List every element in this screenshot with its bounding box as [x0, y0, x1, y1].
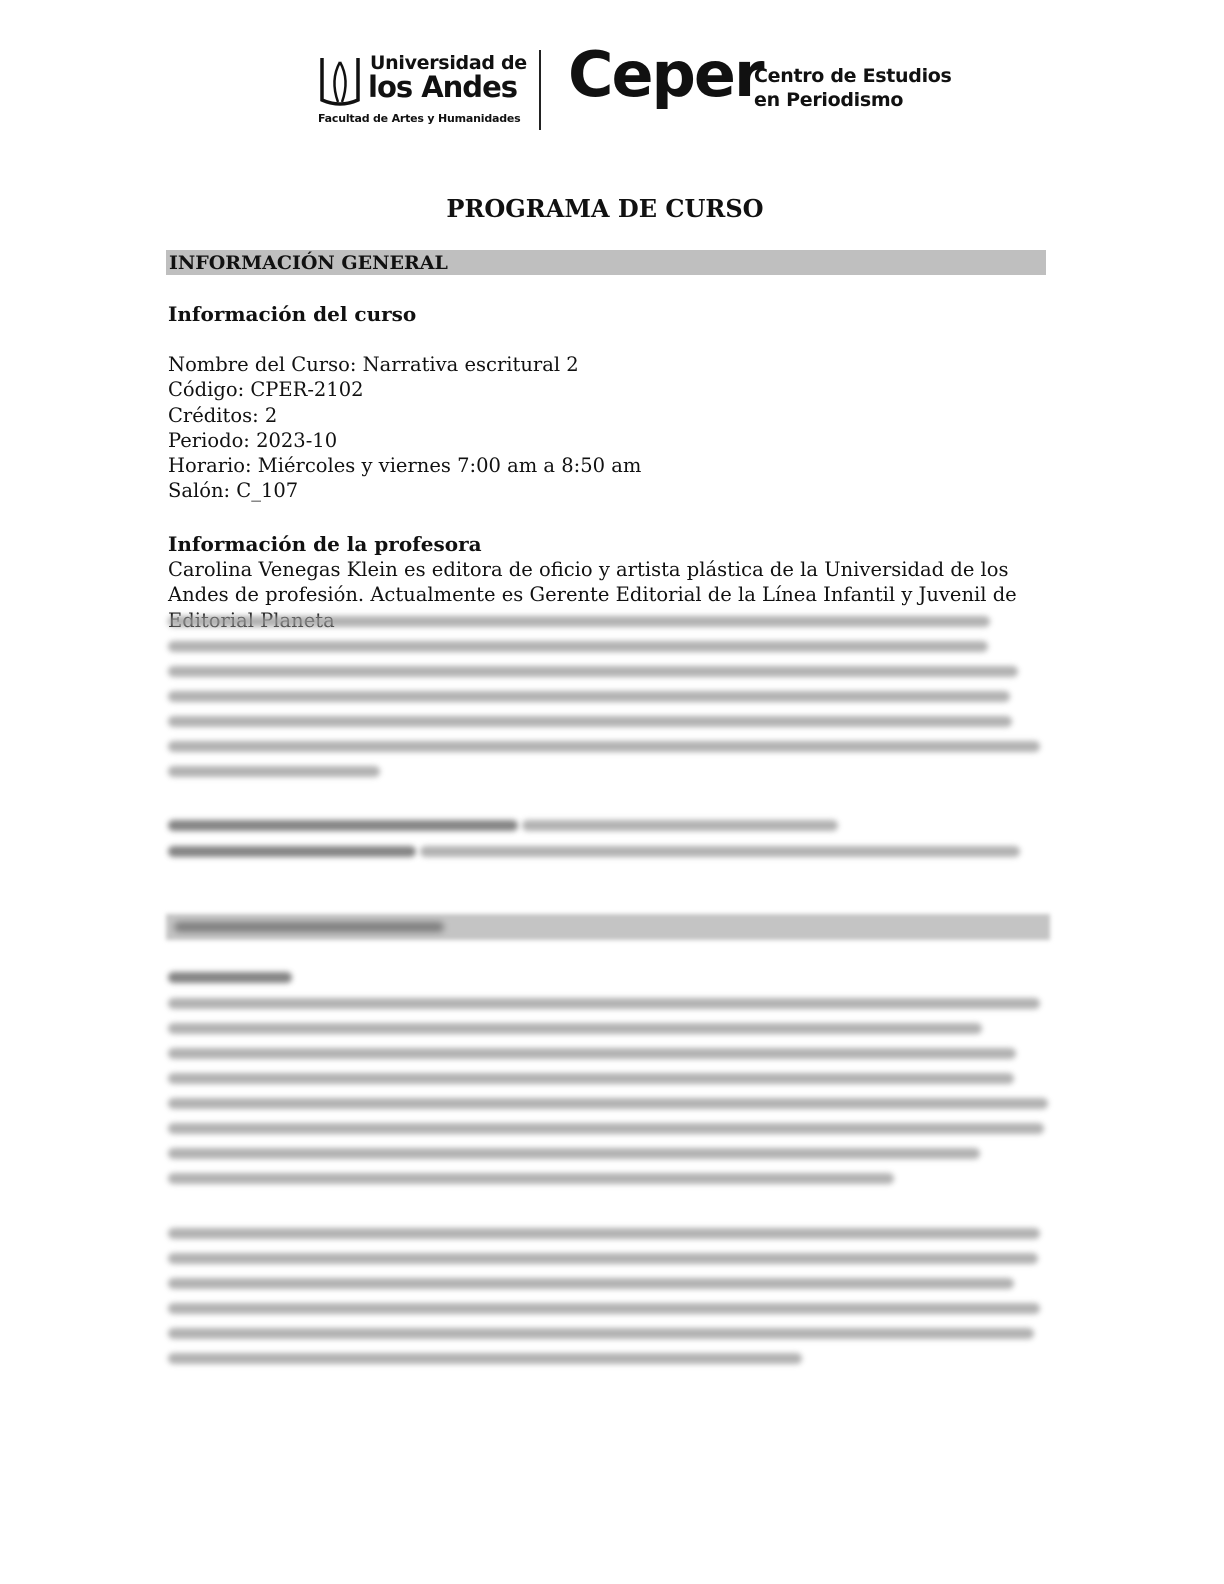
blurred-text-line: [168, 1048, 1016, 1059]
blurred-section-title: [174, 922, 444, 932]
university-name-line2: los Andes: [368, 70, 517, 104]
blurred-text-line: [168, 1173, 894, 1184]
uniandes-crest-icon: [316, 54, 364, 106]
course-schedule: Horario: Miércoles y viernes 7:00 am a 8:50 am: [168, 454, 642, 478]
center-subtitle-line1: Centro de Estudios: [754, 65, 952, 87]
document-title: PROGRAMA DE CURSO: [446, 194, 764, 223]
blurred-text-line: [168, 1073, 1014, 1084]
blurred-text-line: [168, 998, 1040, 1009]
blurred-text-line: [168, 641, 988, 652]
center-subtitle-line2: en Periodismo: [754, 89, 904, 111]
blurred-text-line: [168, 1303, 1040, 1314]
blurred-text-line: [168, 616, 990, 627]
blurred-text-line: [522, 820, 838, 831]
page-header: [316, 38, 952, 132]
blurred-text-line: [168, 1123, 1044, 1134]
uniandes-logo: [316, 50, 527, 128]
section-title-general-info: INFORMACIÓN GENERAL: [169, 252, 448, 274]
blurred-text-line: [168, 691, 1010, 702]
blurred-text-line: [168, 1353, 802, 1364]
blurred-text-line: [168, 1253, 1038, 1264]
blurred-text-line: [168, 1328, 1034, 1339]
blurred-text-line: [168, 766, 380, 777]
professor-info-heading: Información de la profesora: [168, 532, 482, 556]
blurred-text-line: [168, 1148, 980, 1159]
course-info-list: [168, 352, 641, 504]
course-name: Nombre del Curso: Narrativa escritural 2: [168, 353, 579, 376]
blurred-text-line: [168, 846, 416, 857]
blurred-text-line: [168, 1228, 1040, 1239]
university-name-line1: Universidad de: [370, 52, 527, 74]
course-credits: Créditos: 2: [168, 403, 278, 427]
blurred-text-line: [420, 846, 1020, 857]
course-period: Periodo: 2023-10: [168, 428, 338, 452]
course-info-heading: Información del curso: [168, 302, 417, 326]
professor-bio: Carolina Venegas Klein es editora de oficio y artista plástica de la Universidad de los Andes de profesión. Actualmente es Gerente Editorial de la Línea Infantil y Juvenil de: [168, 558, 1017, 607]
blurred-text-line: [168, 716, 1012, 727]
faculty-name: Facultad de Artes y Humanidades: [318, 112, 521, 125]
blurred-text-line: [168, 1023, 982, 1034]
section-bar-general-info: [166, 250, 1046, 275]
blurred-text-line: [168, 1278, 1014, 1289]
blurred-text-line: [168, 741, 1040, 752]
blurred-text-line: [168, 666, 1018, 677]
course-code: Código: CPER-2102: [168, 378, 364, 402]
blurred-text-line: [168, 1098, 1048, 1109]
course-room: Salón: C_107: [168, 479, 299, 503]
header-divider: [539, 50, 541, 130]
ceper-logo-text: Ceper: [568, 38, 763, 111]
blurred-text-line: [168, 820, 518, 831]
section-bar-blurred: [166, 914, 1050, 940]
blurred-text-line: [168, 972, 292, 983]
